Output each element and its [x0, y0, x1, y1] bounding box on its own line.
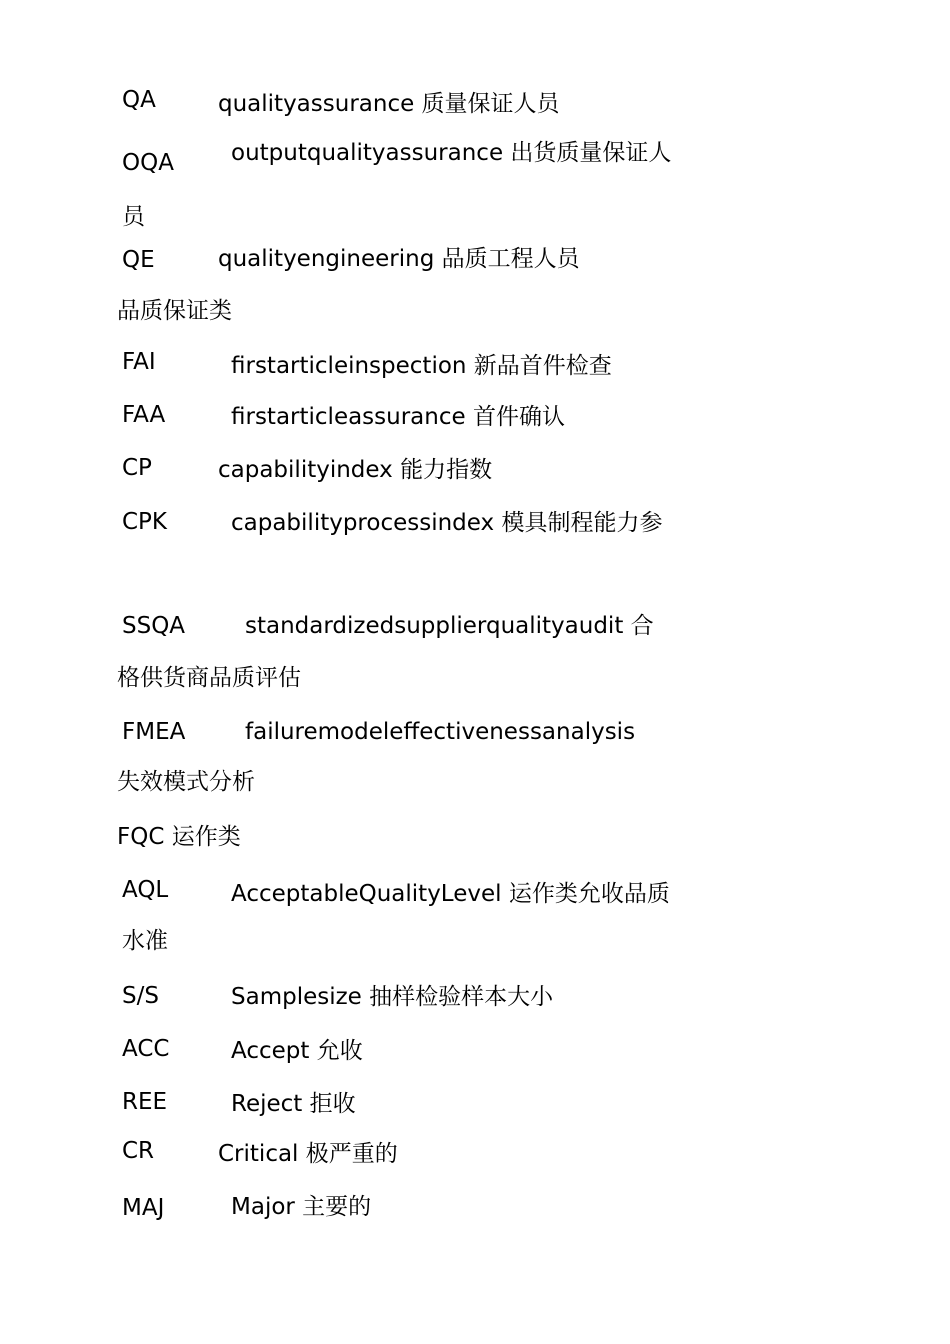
term-abbr-fmea: FMEA	[122, 719, 186, 745]
term-desc-ssqa: standardizedsupplierqualityaudit 合	[245, 613, 654, 639]
term-abbr-qa: QA	[122, 87, 156, 113]
term-desc-fmea-cont: 失效模式分析	[117, 769, 255, 795]
term-abbr-faa: FAA	[122, 402, 166, 428]
term-abbr-fai: FAI	[122, 349, 156, 375]
term-desc-fmea: failuremodeleffectivenessanalysis	[245, 719, 636, 745]
term-desc-qe: qualityengineering 品质工程人员	[218, 246, 580, 272]
term-abbr-acc: ACC	[122, 1036, 170, 1062]
term-abbr-maj: MAJ	[122, 1195, 165, 1221]
term-abbr-ssqa: SSQA	[122, 613, 186, 639]
term-desc-aql-cont: 水准	[122, 928, 168, 954]
term-abbr-ss: S/S	[122, 983, 159, 1009]
term-abbr-cr: CR	[122, 1138, 155, 1164]
term-desc-cpk: capabilityprocessindex 模具制程能力参	[231, 510, 663, 536]
term-desc-oqa: outputqualityassurance 出货质量保证人	[231, 140, 672, 166]
term-desc-maj: Major 主要的	[231, 1194, 372, 1220]
term-desc-acc: Accept 允收	[231, 1038, 363, 1064]
term-abbr-aql: AQL	[122, 877, 169, 903]
term-abbr-oqa: OQA	[122, 150, 174, 176]
term-abbr-cpk: CPK	[122, 509, 168, 535]
term-abbr-qe: QE	[122, 247, 155, 273]
term-abbr-cp: CP	[122, 455, 152, 481]
term-abbr-ree: REE	[122, 1089, 168, 1115]
term-desc-qa: qualityassurance 质量保证人员	[218, 91, 560, 117]
term-desc-fai: firstarticleinspection 新品首件检查	[231, 353, 612, 379]
term-desc-aql: AcceptableQualityLevel 运作类允收品质	[231, 881, 670, 907]
term-desc-cr: Critical 极严重的	[218, 1141, 398, 1167]
term-desc-ss: Samplesize 抽样检验样本大小	[231, 984, 554, 1010]
section-heading-fqc-operations: FQC 运作类	[117, 824, 241, 850]
term-desc-oqa-cont: 员	[122, 204, 145, 230]
term-desc-faa: firstarticleassurance 首件确认	[231, 404, 565, 430]
term-desc-ree: Reject 拒收	[231, 1091, 356, 1117]
section-heading-quality-assurance: 品质保证类	[117, 298, 232, 324]
term-desc-ssqa-cont: 格供货商品质评估	[117, 665, 301, 691]
term-desc-cp: capabilityindex 能力指数	[218, 457, 493, 483]
